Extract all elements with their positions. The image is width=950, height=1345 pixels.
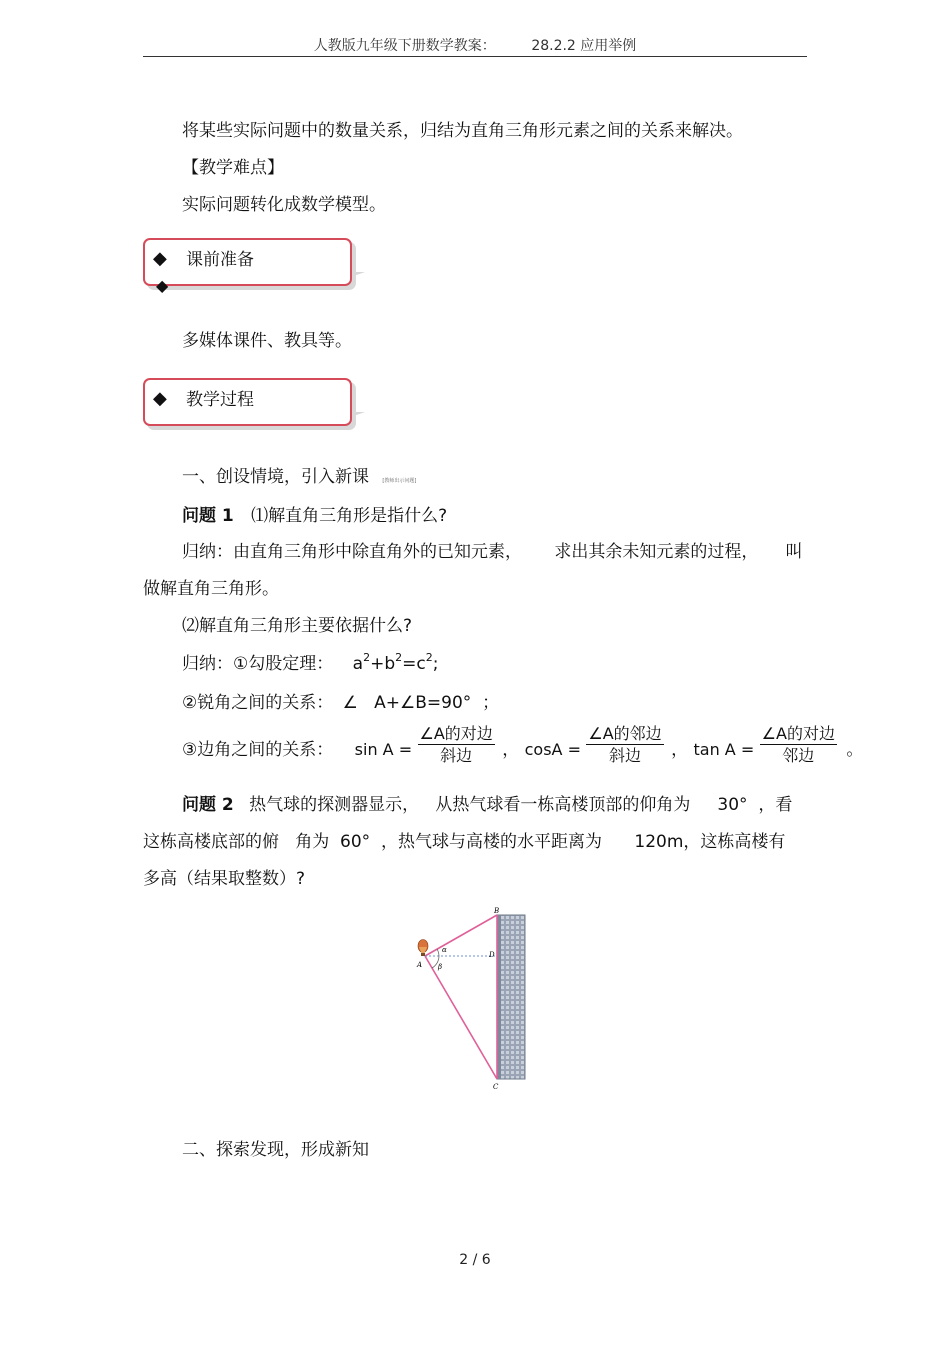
- line-ac: [425, 956, 497, 1079]
- pythagoras-formula: $a^2+b^2=c^2$;: [352, 651, 439, 674]
- diamond-bullet-icon: ◆: [156, 276, 169, 295]
- diamond-bullet-icon: ◆: [153, 388, 167, 409]
- acute-formula: ∠ A+∠B=90° ；: [342, 693, 500, 713]
- question-1-label: 问题 1: [182, 506, 234, 526]
- label-beta: β: [438, 963, 443, 971]
- question-2-text-1: 热气球的探测器显示， 从热气球看一栋高楼顶部的仰角为 30° ，看: [249, 795, 793, 815]
- header-title: 人教版九年级下册数学教案：: [313, 38, 496, 54]
- label-b: B: [494, 907, 500, 915]
- tan-label: tan A =: [693, 739, 755, 759]
- cos-label: cosA =: [524, 739, 581, 759]
- header-rule: [143, 56, 807, 57]
- pythagoras-line: [182, 653, 438, 677]
- edge-prefix: ③边角之间的关系：: [182, 739, 334, 760]
- building: [497, 915, 525, 1079]
- part2-title: 二、探索发现，形成新知: [182, 1140, 369, 1160]
- cos-fraction: $\frac{\text{∠A的邻边}}{\text{斜边}}$: [588, 724, 662, 765]
- tan-fraction: $\frac{\text{∠A的对边}}{\text{邻边}}$: [761, 724, 835, 765]
- header-lesson: 28.2.2 应用举例: [531, 38, 637, 54]
- acute-prefix: ②锐角之间的关系：: [182, 693, 334, 713]
- difficulty-heading: 【教学难点】: [182, 158, 284, 178]
- label-d: D: [489, 951, 495, 959]
- question-2-label: 问题 2: [182, 795, 234, 815]
- line-ab: [425, 915, 497, 956]
- diamond-bullet-icon: ◆: [153, 248, 167, 269]
- paragraph-key-point: 将某些实际问题中的数量关系，归结为直角三角形元素之间的关系来解决。: [182, 121, 743, 141]
- sin-fraction: $\frac{\text{∠A的对边}}{\text{斜边}}$: [419, 724, 493, 765]
- question-2-line-1: [182, 794, 792, 816]
- label-a: A: [417, 961, 423, 969]
- question-2-line-2: 这栋高楼底部的俯 角为 60° ，热气球与高楼的水平距离为 120m，这栋高楼有: [143, 832, 786, 852]
- tiny-note: [教师出示问题]: [382, 478, 417, 484]
- question-1: [182, 505, 447, 527]
- section-box-process: [143, 378, 352, 426]
- question-1-text: ⑴解直角三角形是指什么?: [251, 506, 448, 526]
- summary-1-line-1: 归纳：由直角三角形中除直角外的已知元素， 求出其余未知元素的过程， 叫: [182, 542, 803, 562]
- part1-title: [182, 466, 416, 492]
- hot-air-balloon-icon: [418, 940, 428, 957]
- summary-1-line-2: 做解直角三角形。: [143, 579, 279, 599]
- label-alpha: α: [442, 946, 447, 954]
- page-header: [0, 35, 950, 55]
- page-number: 2 / 6: [459, 1252, 491, 1268]
- difficulty-text: 实际问题转化成数学模型。: [182, 195, 386, 215]
- question-2-line-3: 多高（结果取整数）?: [143, 869, 306, 889]
- section-box-prep: [143, 238, 352, 286]
- acute-angle-line: [182, 692, 499, 714]
- sin-label: sin A =: [354, 739, 413, 759]
- question-1b: ⑵解直角三角形主要依据什么?: [182, 616, 413, 636]
- summary-2-prefix: 归纳：①勾股定理：: [182, 654, 334, 674]
- part1-title-text: 一、创设情境，引入新课: [182, 467, 369, 487]
- section-title-prep: 课前准备: [186, 250, 254, 270]
- section-title-process: 教学过程: [186, 390, 254, 410]
- label-c: C: [493, 1083, 499, 1091]
- balloon-building-figure: [405, 900, 545, 1095]
- prep-text: 多媒体课件、教具等。: [182, 331, 352, 351]
- trig-line: ③边角之间的关系： sin A = $\frac{\text{∠A的对边}}{\text{斜边}}$ ， cosA = $\frac{\text{∠A的邻边}}{\text{斜边}}$ ， tan A = $\frac{\text{∠A的对边}}{\text{邻边}}$ 。: [182, 724, 864, 765]
